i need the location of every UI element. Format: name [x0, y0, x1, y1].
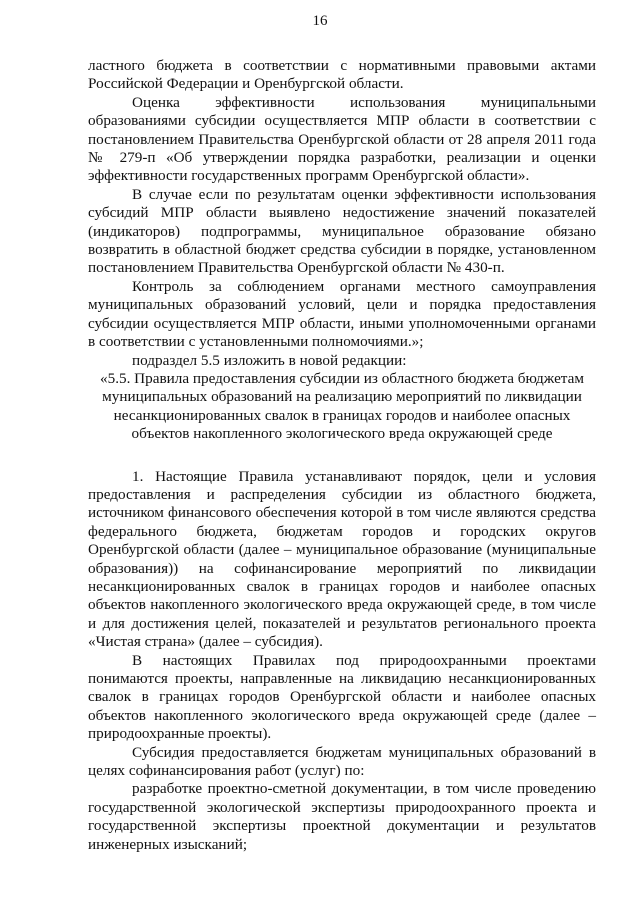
- paragraph: 1. Настоящие Правила устанавливают порядок, цели и условия предоставления и распределения субсидии из областного бюджета, источником финансового обеспечения которой в том числе являются средства федерального бюджета, бюджетам городов и городских округов Оренбургской области (далее – муниципальное образование (муниципальные образования)) на софинансирование мероприятий по ликвидации несанкционированных свалок в границах городов и наиболее опасных объектов накопленного экологического вреда окружающей среде, в том числе и для достижения целей, показателей и результатов регионального проекта «Чистая страна» (далее – субсидия).: [88, 467, 596, 651]
- paragraph: Субсидия предоставляется бюджетам муниципальных образований в целях софинансирования работ (услуг) по:: [88, 743, 596, 780]
- paragraph: Оценка эффективности использования муниципальными образованиями субсидии осуществляется МПР области в соответствии с постановлением Правительства Оренбургской области от 28 апреля 2011 года № 279-п «Об утверждении порядка разработки, реализации и оценки эффективности государственных программ Оренбургской области».: [88, 93, 596, 185]
- document-body: [88, 57, 596, 854]
- section-heading-text: «5.5. Правила предоставления субсидии из областного бюджета бюджетам муниципальных образований на реализацию мероприятий по ликвидации несанкционированных свалок в границах городов и наиболее опасных объектов накопленного экологического вреда окружающей среде: [100, 369, 584, 443]
- list-item: разработке проектно-сметной документации, в том числе проведению государственной экологической экспертизы природоохранного проекта и государственной экспертизы проектной документации и результатов инженерных изысканий;: [88, 780, 596, 853]
- paragraph: Контроль за соблюдением органами местного самоуправления муниципальных образований условий, цели и порядка предоставления субсидии осуществляется МПР области, иными уполномоченными органами в соответствии с установленными полномочиями.»;: [88, 277, 596, 351]
- paragraph: ластного бюджета в соответствии с нормативными правовыми актами Российской Федерации и Оренбургской области.: [88, 57, 596, 93]
- section-heading: [88, 370, 596, 444]
- paragraph: В настоящих Правилах под природоохранными проектами понимаются проекты, направленные на ликвидацию несанкционированных свалок в границах городов Оренбургской области и наиболее опасных объектов накопленного экологического вреда окружающей среде (далее – природоохранные проекты).: [88, 651, 596, 743]
- paragraph: В случае если по результатам оценки эффективности использования субсидий МПР области выявлено недостижение значений показателей (индикаторов) подпрограммы, муниципальное образование обязано возвратить в областной бюджет средства субсидии в порядке, установленном постановлением Правительства Оренбургской области № 430-п.: [88, 185, 596, 277]
- subsection-note: подраздел 5.5 изложить в новой редакции:: [132, 351, 407, 369]
- spacer: [88, 444, 596, 468]
- page-number: 16: [312, 13, 328, 29]
